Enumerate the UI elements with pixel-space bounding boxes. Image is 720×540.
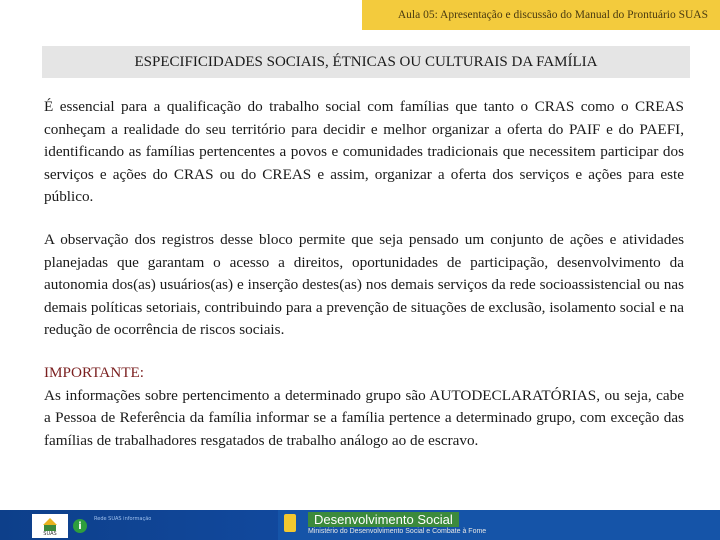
ministry-title: Desenvolvimento Social [308,512,459,527]
important-text: As informações sobre pertencimento a determinado grupo são AUTODECLARATÓRIAS, ou seja, cabe a Pessoa de Referência da família informar se a família pertence a determinado grupo, com exceção das famílias de trabalhadores resgatados de trabalho análogo ao de escravo. [44,386,684,449]
paragraph-2: A observação dos registros desse bloco permite que seja pensado um conjunto de ações e atividades planejadas que garantam o acesso a direitos, oportunidades de participação, desenvolvimento da autonomia dos(as) usuários(as) e inserção destes(as) nos demais serviços da rede socioassistencial ou nas demais políticas setoriais, contribuindo para a prevenção de situações de exclusão, isolamento social e na redução de ocorrência de riscos sociais. [44,230,684,339]
important-label: IMPORTANTE: [44,363,144,381]
suas-emblem-icon [35,516,65,536]
info-logo-text: Rede SUAS informação [94,516,152,522]
important-note [44,362,684,452]
footer-bar [0,510,720,540]
info-logo [72,514,88,538]
course-label: Aula 05: Apresentação e discussão do Manual do Prontuário SUAS [397,9,708,21]
ministry-banner [278,510,720,540]
ministry-subtitle: Ministério do Desenvolvimento Social e Combate à Fome [308,528,487,535]
svg-text:SUAS: SUAS [43,531,57,536]
course-header-tab [362,0,720,30]
slide-title: ESPECIFICIDADES SOCIAIS, ÉTNICAS OU CULTURAIS DA FAMÍLIA [134,53,598,70]
ministry-emblem-icon [284,514,296,532]
slide-content [44,96,684,472]
slide-title-bar [42,46,690,78]
suas-logo [32,514,68,538]
paragraph-1: É essencial para a qualificação do trabalho social com famílias que tanto o CRAS como o CREAS conheçam a realidade do seu território para decidir e melhor organizar a oferta do PAIF e do PAEFI, identificando as famílias pertencentes a povos e comunidades tradicionais que necessitem participar dos serviços e ações do CRAS ou do CREAS e assim, organizar a oferta dos serviços e ações para este público. [44,98,684,206]
info-icon: i [73,519,87,533]
